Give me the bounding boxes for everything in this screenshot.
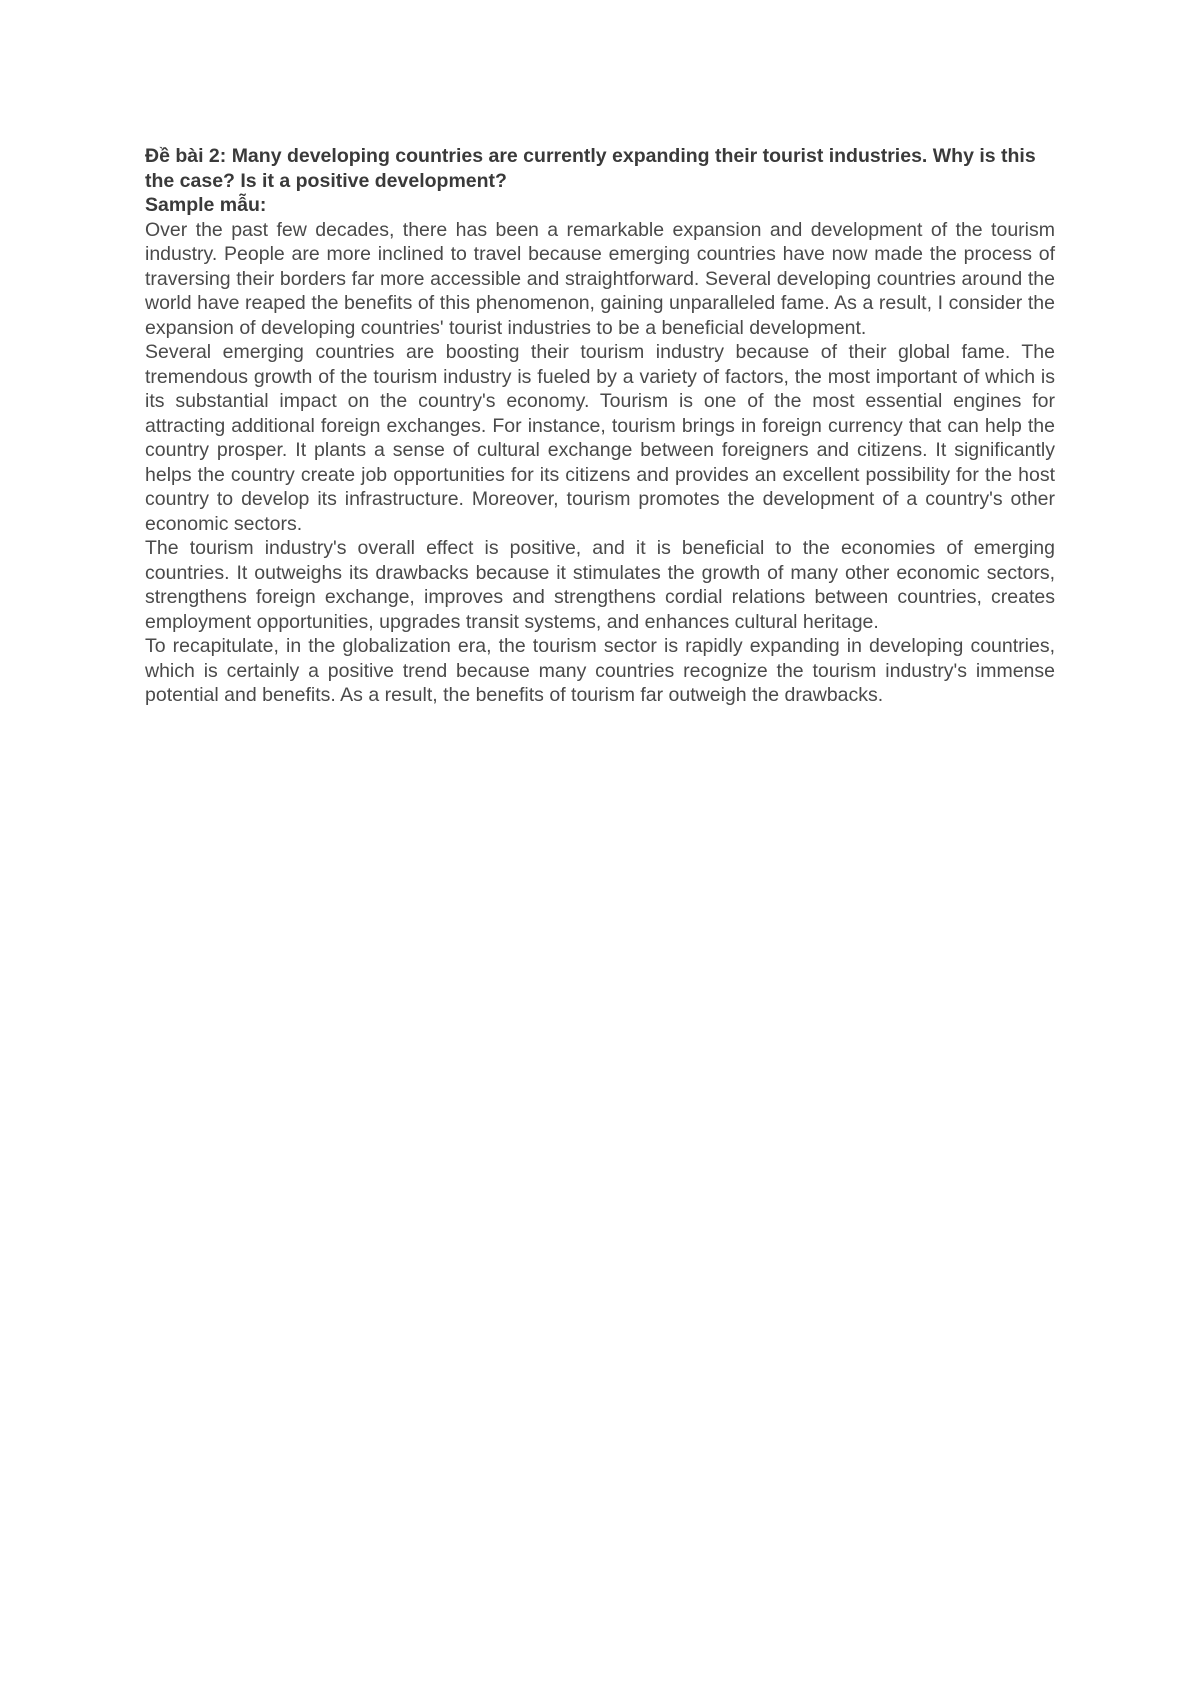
document-body xyxy=(145,144,1055,708)
paragraph-body-effects: The tourism industry's overall effect is positive, and it is beneficial to the economies of emerging countries. It outweighs its drawbacks because it stimulates the growth of many other economic sectors, strengthens foreign exchange, improves and strengthens cordial relations between countries, creates employment opportunities, upgrades transit systems, and enhances cultural heritage. xyxy=(145,537,1055,633)
paragraph-body-reasons: Several emerging countries are boosting their tourism industry because of their global fame. The tremendous growth of the tourism industry is fueled by a variety of factors, the most important of which is its substantial impact on the country's economy. Tourism is one of the most essential engines for attracting additional foreign exchanges. For instance, tourism brings in foreign currency that can help the country prosper. It plants a sense of cultural exchange between foreigners and citizens. It significantly helps the country create job opportunities for its citizens and provides an excellent possibility for the host country to develop its infrastructure. Moreover, tourism promotes the development of a country's other economic sectors. xyxy=(145,341,1055,535)
essay-prompt-title: Đề bài 2: Many developing countries are currently expanding their tourist industries. Why is this the case? Is it a positive development? xyxy=(145,145,1036,192)
sample-heading: Sample mẫu: xyxy=(145,194,267,216)
paragraph-introduction: Over the past few decades, there has been a remarkable expansion and development of the tourism industry. People are more inclined to travel because emerging countries have now made the process of traversing their borders far more accessible and straightforward. Several developing countries around the world have reaped the benefits of this phenomenon, gaining unparalleled fame. As a result, I consider the expansion of developing countries' tourist industries to be a beneficial development. xyxy=(145,218,1055,339)
paragraph-conclusion: To recapitulate, in the globalization era, the tourism sector is rapidly expanding in developing countries, which is certainly a positive trend because many countries recognize the tourism industry's immense potential and benefits. As a result, the benefits of tourism far outweigh the drawbacks. xyxy=(145,635,1055,706)
